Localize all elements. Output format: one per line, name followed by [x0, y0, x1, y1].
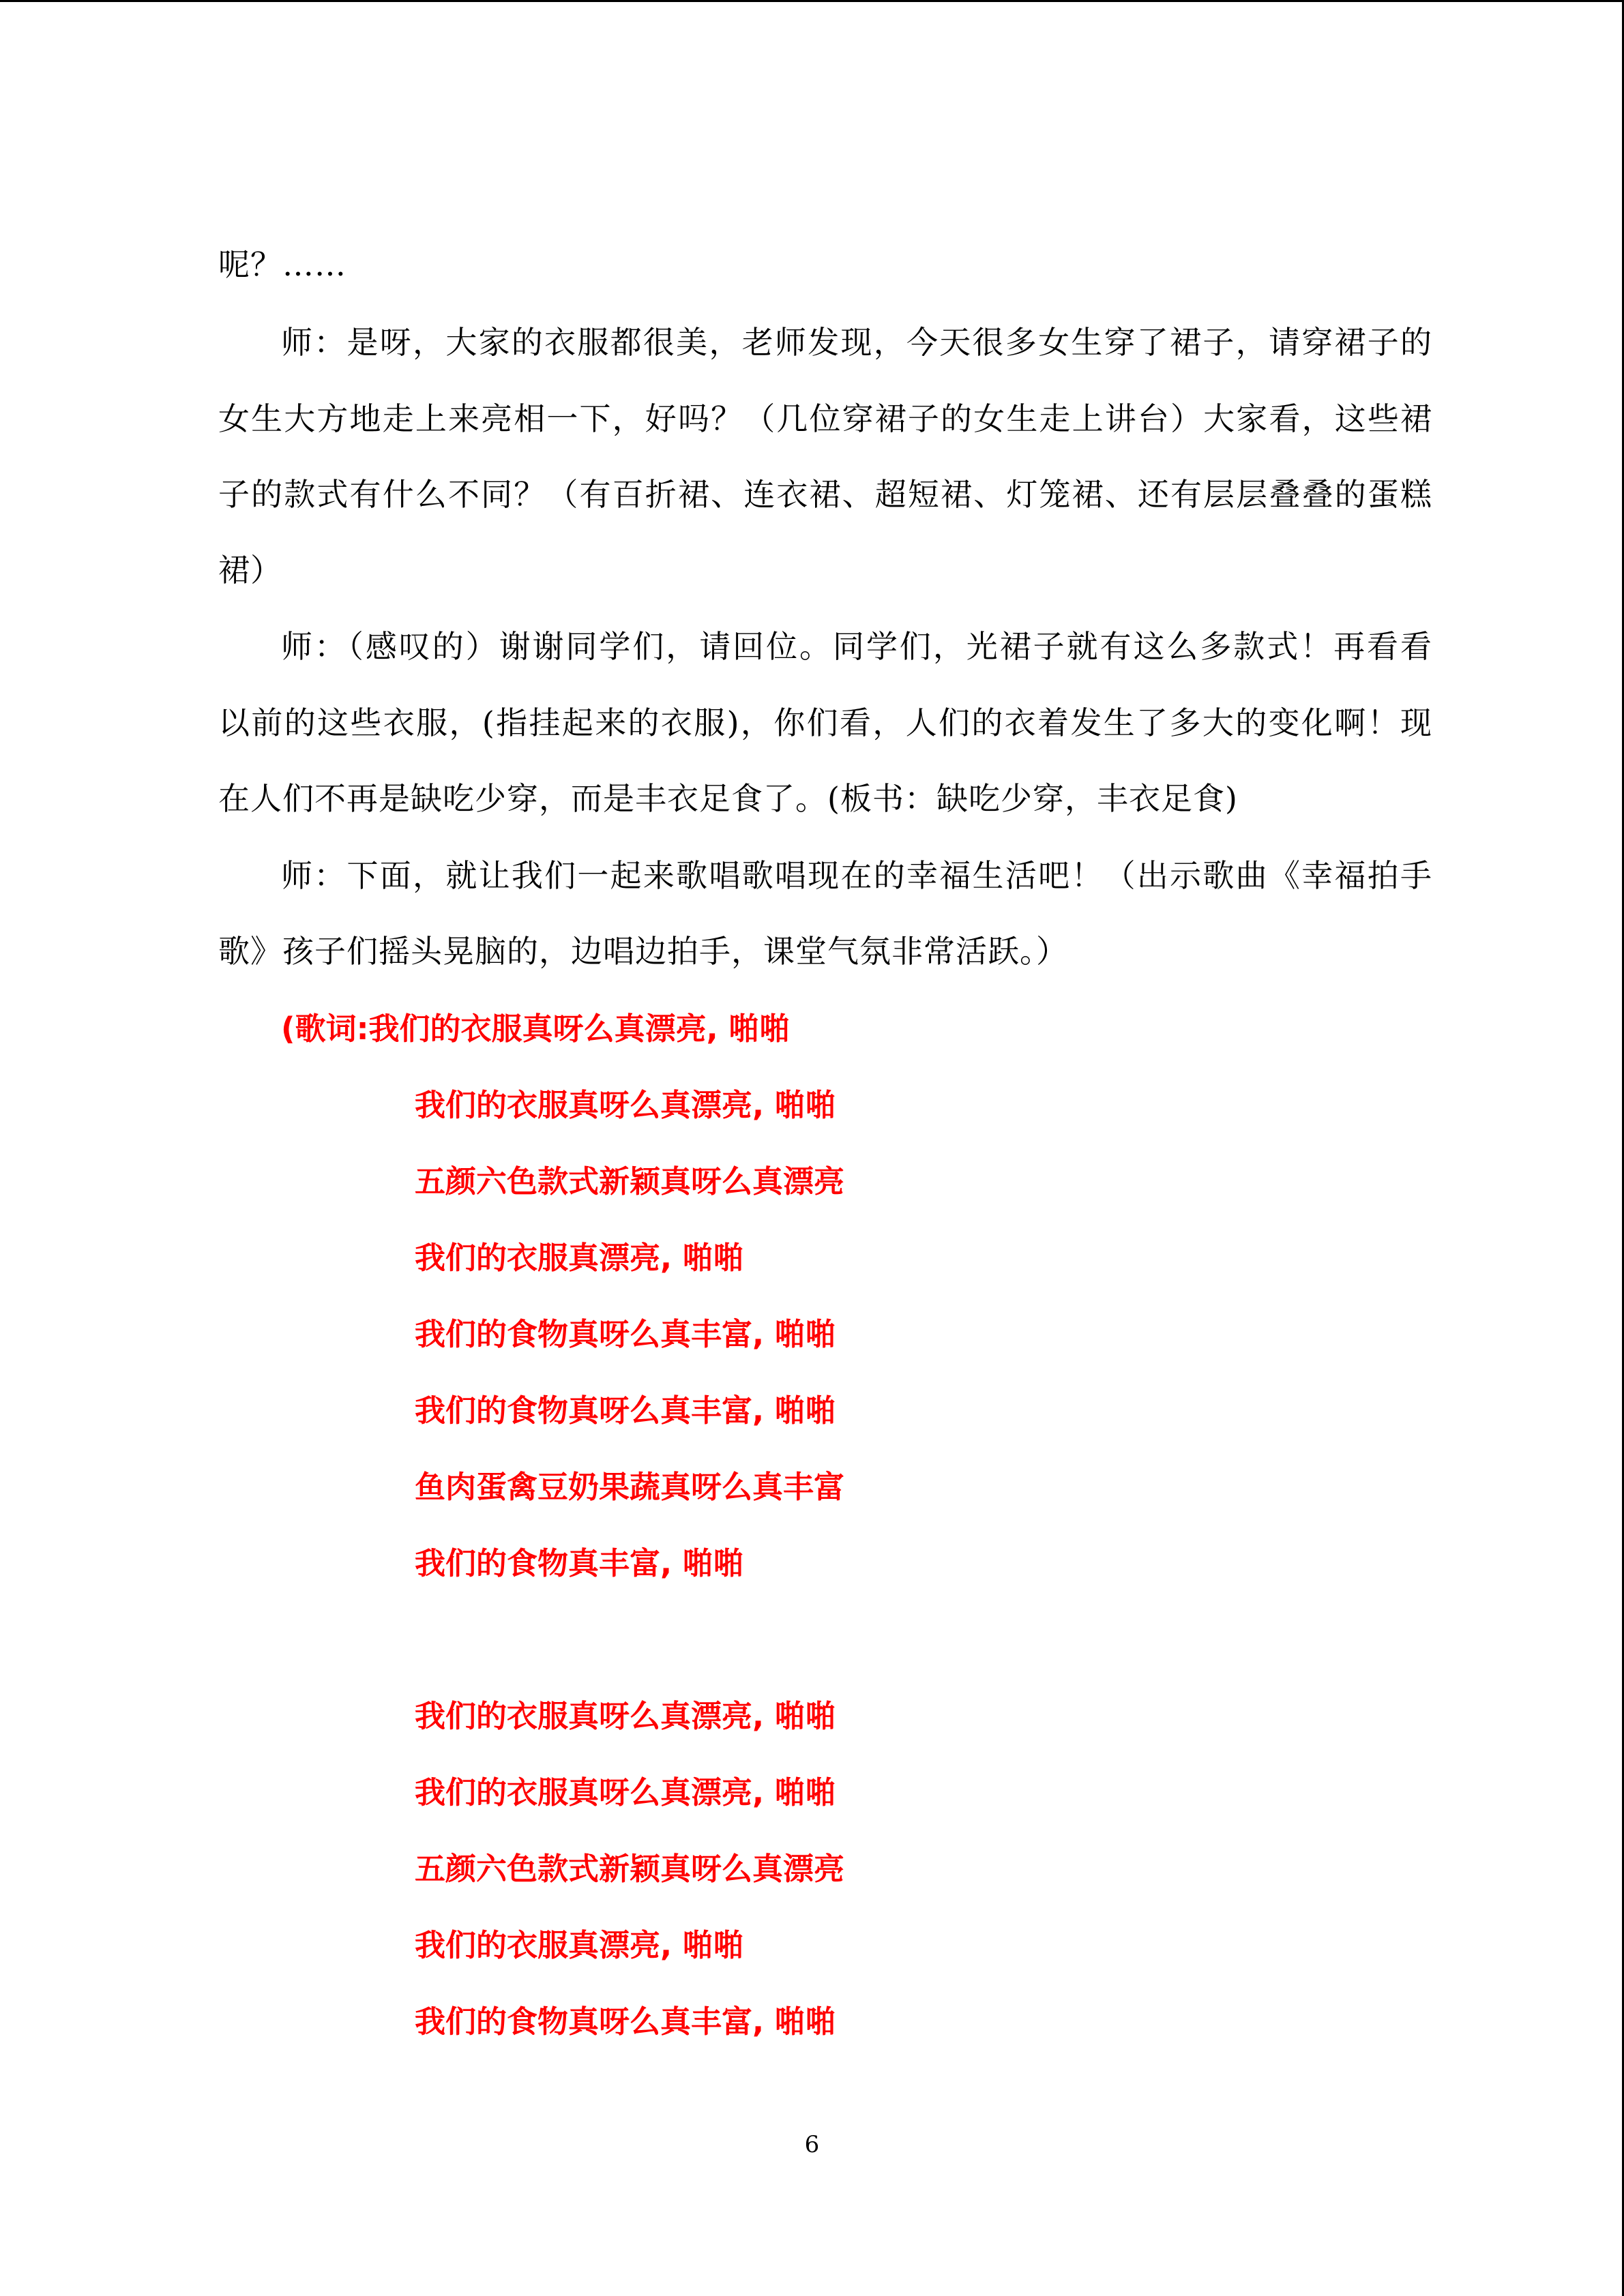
lyric-line: 鱼肉蛋禽豆奶果蔬真呀么真丰富 — [415, 1469, 845, 1505]
lyric-line: 我们的衣服真呀么真漂亮, 啪啪 — [415, 1698, 836, 1734]
paragraph-line: 歌》孩子们摇头晃脑的，边唱边拍手，课堂气氛非常活跃。） — [218, 933, 1068, 970]
paragraph-line: 裙） — [218, 552, 282, 588]
lyric-line: 我们的食物真呀么真丰富, 啪啪 — [415, 2003, 836, 2040]
paragraph-line: 在人们不再是缺吃少穿，而是丰衣足食了。(板书：缺吃少穿，丰衣足食) — [218, 780, 1238, 817]
lyric-line: 我们的衣服真呀么真漂亮, 啪啪 — [415, 1774, 836, 1810]
lyric-line: 五颜六色款式新颖真呀么真漂亮 — [415, 1851, 845, 1887]
lyric-line: 我们的衣服真漂亮, 啪啪 — [415, 1240, 744, 1276]
paragraph-line: 以前的这些衣服，(指挂起来的衣服)，你们看，人们的衣着发生了多大的变化啊！现 — [218, 704, 1432, 741]
paragraph-line-continuation: 呢？…… — [218, 246, 346, 283]
lyric-line: 我们的食物真丰富, 啪啪 — [415, 1545, 744, 1581]
paragraph-line: 女生大方地走上来亮相一下，好吗？（几位穿裙子的女生走上讲台）大家看，这些裙 — [218, 400, 1432, 437]
paragraph-line-teacher-1: 师：是呀，大家的衣服都很美，老师发现，今天很多女生穿了裙子，请穿裙子的 — [281, 324, 1432, 361]
lyric-line: 我们的食物真呀么真丰富, 啪啪 — [415, 1316, 836, 1352]
lyric-line: 五颜六色款式新颖真呀么真漂亮 — [415, 1163, 845, 1199]
paragraph-line: 子的款式有什么不同？（有百折裙、连衣裙、超短裙、灯笼裙、还有层层叠叠的蛋糕 — [218, 476, 1432, 513]
lyric-line: 我们的食物真呀么真丰富, 啪啪 — [415, 1392, 836, 1429]
page-number: 6 — [804, 2131, 820, 2158]
page-top-border — [0, 0, 1624, 2]
paragraph-line-teacher-2: 师：（感叹的）谢谢同学们，请回位。同学们，光裙子就有这么多款式！再看看 — [281, 628, 1432, 665]
lyric-line: 我们的衣服真漂亮, 啪啪 — [415, 1927, 744, 1963]
paragraph-line-teacher-3: 师：下面，就让我们一起来歌唱歌唱现在的幸福生活吧！（出示歌曲《幸福拍手 — [281, 857, 1432, 894]
lyric-line: 我们的衣服真呀么真漂亮, 啪啪 — [415, 1087, 836, 1123]
lyric-line-intro: (歌词:我们的衣服真呀么真漂亮, 啪啪 — [281, 1011, 791, 1047]
